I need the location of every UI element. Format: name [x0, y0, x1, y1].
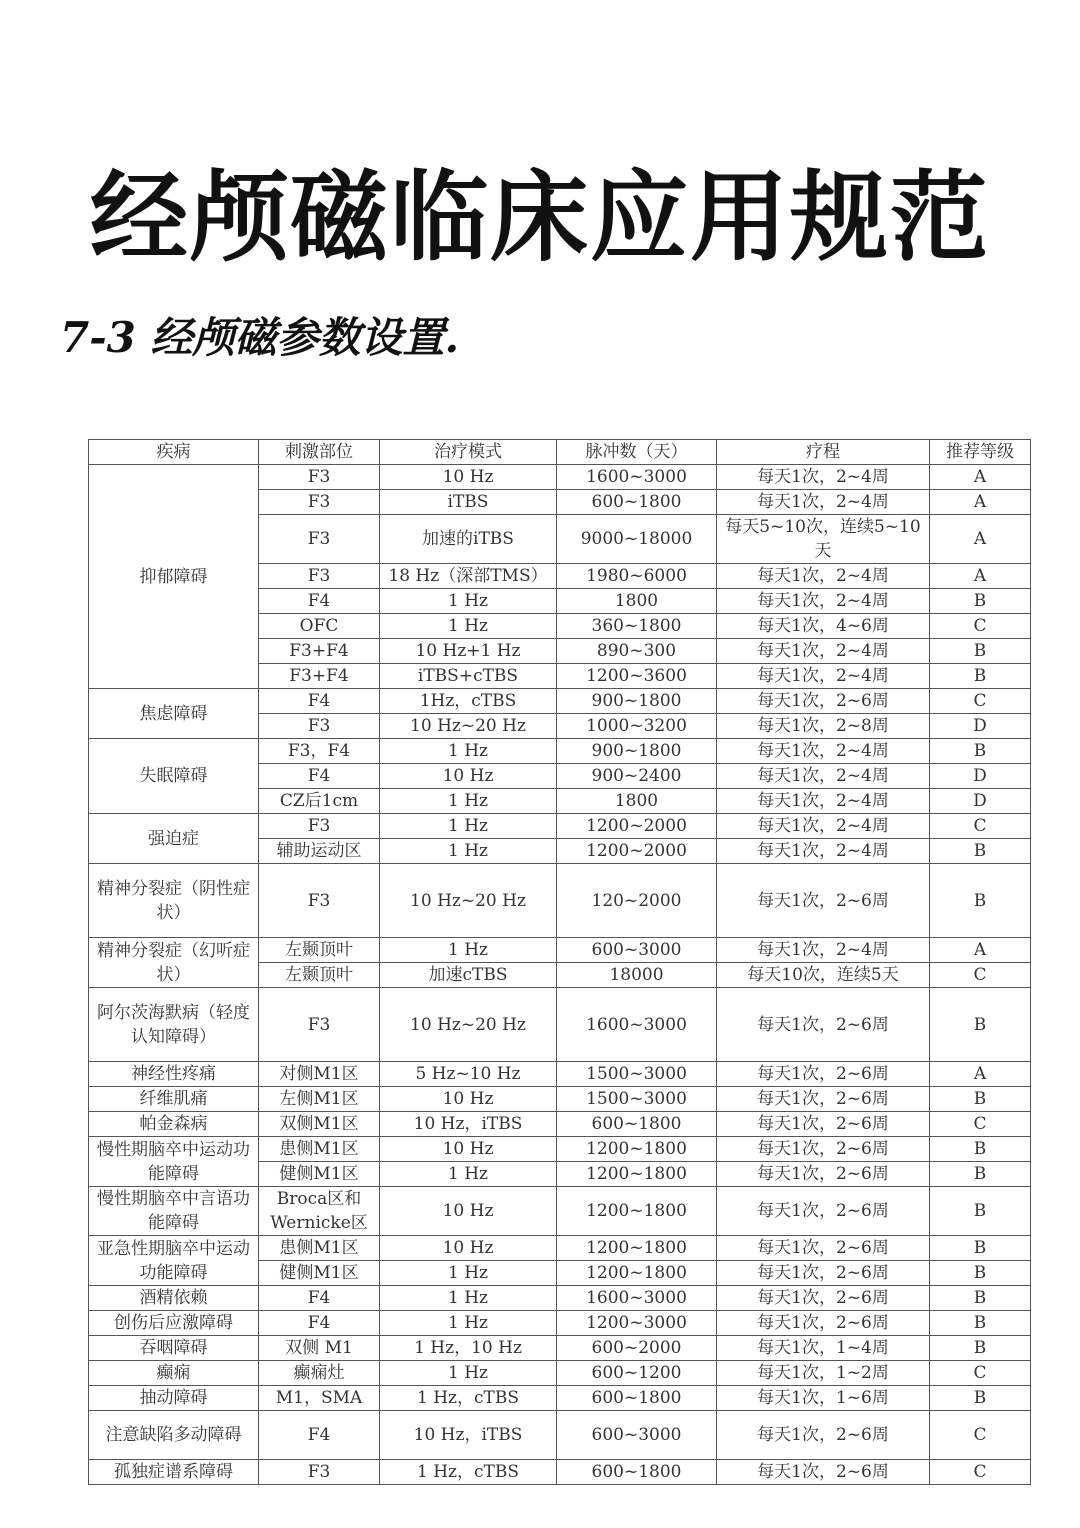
cell-pulses: 1000~3200 [557, 714, 717, 739]
cell-site: M1，SMA [259, 1386, 380, 1411]
cell-course: 每天1次，2~4周 [717, 739, 930, 764]
cell-site: 辅助运动区 [259, 839, 380, 864]
cell-site: F3 [259, 714, 380, 739]
cell-course: 每天1次，4~6周 [717, 614, 930, 639]
table-row [89, 1112, 1031, 1137]
cell-mode: 1 Hz，cTBS [380, 1460, 557, 1485]
cell-disease: 失眠障碍 [89, 739, 259, 814]
table-row [89, 1087, 1031, 1112]
cell-site: 患侧M1区 [259, 1236, 380, 1261]
cell-grade: B [930, 1187, 1031, 1236]
cell-grade: C [930, 814, 1031, 839]
cell-pulses: 1500~3000 [557, 1062, 717, 1087]
cell-pulses: 1200~1800 [557, 1236, 717, 1261]
cell-course: 每天1次，2~4周 [717, 664, 930, 689]
cell-mode: 1 Hz [380, 739, 557, 764]
table-row [89, 465, 1031, 490]
cell-course: 每天1次，2~8周 [717, 714, 930, 739]
cell-mode: 10 Hz~20 Hz [380, 714, 557, 739]
cell-pulses: 18000 [557, 963, 717, 988]
cell-grade: B [930, 589, 1031, 614]
cell-site: F4 [259, 1286, 380, 1311]
cell-course: 每天1次，1~4周 [717, 1336, 930, 1361]
cell-course: 每天1次，2~4周 [717, 764, 930, 789]
cell-mode: 10 Hz，iTBS [380, 1411, 557, 1460]
cell-site: CZ后1cm [259, 789, 380, 814]
header-site: 刺激部位 [259, 440, 380, 465]
cell-pulses: 1800 [557, 589, 717, 614]
cell-mode: 10 Hz [380, 465, 557, 490]
cell-course: 每天1次，2~4周 [717, 938, 930, 963]
cell-grade: B [930, 864, 1031, 938]
cell-course: 每天1次，2~6周 [717, 1286, 930, 1311]
cell-disease: 阿尔茨海默病（轻度认知障碍） [89, 988, 259, 1062]
cell-grade: A [930, 564, 1031, 589]
cell-pulses: 1200~1800 [557, 1261, 717, 1286]
cell-site: F3 [259, 564, 380, 589]
cell-pulses: 900~1800 [557, 739, 717, 764]
table-row [89, 1336, 1031, 1361]
table-row [89, 1187, 1031, 1236]
cell-pulses: 600~1800 [557, 1460, 717, 1485]
cell-site: 双侧 M1 [259, 1336, 380, 1361]
cell-pulses: 360~1800 [557, 614, 717, 639]
cell-pulses: 1200~1800 [557, 1137, 717, 1162]
cell-pulses: 600~3000 [557, 1411, 717, 1460]
cell-disease: 孤独症谱系障碍 [89, 1460, 259, 1485]
cell-pulses: 600~1800 [557, 490, 717, 515]
cell-site: 左颞顶叶 [259, 938, 380, 963]
table-header-row [89, 440, 1031, 465]
cell-pulses: 600~1800 [557, 1386, 717, 1411]
cell-mode: 10 Hz [380, 1137, 557, 1162]
table-row [89, 1386, 1031, 1411]
cell-site: 患侧M1区 [259, 1137, 380, 1162]
cell-site: 对侧M1区 [259, 1062, 380, 1087]
cell-course: 每天1次，2~6周 [717, 1187, 930, 1236]
cell-site: OFC [259, 614, 380, 639]
cell-disease: 精神分裂症（幻听症状） [89, 938, 259, 988]
cell-course: 每天1次，2~6周 [717, 864, 930, 938]
cell-mode: 1 Hz [380, 1261, 557, 1286]
cell-site: F3 [259, 864, 380, 938]
cell-disease: 神经性疼痛 [89, 1062, 259, 1087]
table-row [89, 1311, 1031, 1336]
cell-pulses: 1200~1800 [557, 1162, 717, 1187]
cell-grade: B [930, 1261, 1031, 1286]
cell-course: 每天1次，2~6周 [717, 1062, 930, 1087]
cell-mode: 1 Hz [380, 1311, 557, 1336]
cell-mode: 1 Hz，cTBS [380, 1386, 557, 1411]
cell-pulses: 120~2000 [557, 864, 717, 938]
table-row [89, 739, 1031, 764]
table-row [89, 938, 1031, 963]
cell-course: 每天1次，2~6周 [717, 1112, 930, 1137]
header-mode: 治疗模式 [380, 440, 557, 465]
cell-mode: 10 Hz~20 Hz [380, 988, 557, 1062]
cell-grade: C [930, 1361, 1031, 1386]
cell-mode: 1 Hz [380, 1286, 557, 1311]
cell-course: 每天1次，2~6周 [717, 1460, 930, 1485]
cell-site: F3 [259, 465, 380, 490]
cell-disease: 注意缺陷多动障碍 [89, 1411, 259, 1460]
header-course: 疗程 [717, 440, 930, 465]
table-row [89, 1411, 1031, 1460]
cell-site: 健侧M1区 [259, 1261, 380, 1286]
cell-course: 每天1次，2~6周 [717, 988, 930, 1062]
cell-course: 每天1次，2~6周 [717, 689, 930, 714]
cell-site: F4 [259, 689, 380, 714]
header-grade: 推荐等级 [930, 440, 1031, 465]
cell-mode: 1 Hz [380, 789, 557, 814]
cell-disease: 创伤后应激障碍 [89, 1311, 259, 1336]
cell-site: F3 [259, 490, 380, 515]
cell-course: 每天1次，2~6周 [717, 1236, 930, 1261]
cell-site: F3+F4 [259, 639, 380, 664]
cell-grade: B [930, 1137, 1031, 1162]
cell-grade: A [930, 1062, 1031, 1087]
cell-site: 双侧M1区 [259, 1112, 380, 1137]
cell-course: 每天1次，2~4周 [717, 814, 930, 839]
cell-pulses: 1600~3000 [557, 1286, 717, 1311]
cell-pulses: 600~1800 [557, 1112, 717, 1137]
cell-mode: 18 Hz（深部TMS） [380, 564, 557, 589]
cell-mode: 1 Hz [380, 1361, 557, 1386]
cell-pulses: 1200~3000 [557, 1311, 717, 1336]
cell-mode: iTBS [380, 490, 557, 515]
table-body [89, 465, 1031, 1485]
cell-grade: A [930, 465, 1031, 490]
parameter-table-container [88, 439, 1030, 1485]
cell-mode: 10 Hz [380, 1087, 557, 1112]
table-row [89, 1286, 1031, 1311]
cell-mode: 1Hz，cTBS [380, 689, 557, 714]
page-title: 经颅磁临床应用规范 [89, 161, 990, 275]
cell-grade: C [930, 1411, 1031, 1460]
cell-grade: B [930, 1286, 1031, 1311]
cell-site: F4 [259, 589, 380, 614]
cell-disease: 抽动障碍 [89, 1386, 259, 1411]
table-row [89, 1062, 1031, 1087]
cell-pulses: 1200~2000 [557, 839, 717, 864]
cell-disease: 吞咽障碍 [89, 1336, 259, 1361]
cell-course: 每天1次，2~6周 [717, 1137, 930, 1162]
cell-pulses: 900~1800 [557, 689, 717, 714]
cell-grade: A [930, 515, 1031, 564]
cell-pulses: 890~300 [557, 639, 717, 664]
cell-disease: 帕金森病 [89, 1112, 259, 1137]
cell-pulses: 1980~6000 [557, 564, 717, 589]
cell-pulses: 600~1200 [557, 1361, 717, 1386]
table-row [89, 864, 1031, 938]
cell-site: 健侧M1区 [259, 1162, 380, 1187]
cell-mode: 1 Hz [380, 589, 557, 614]
cell-site: F4 [259, 1411, 380, 1460]
cell-mode: 10 Hz+1 Hz [380, 639, 557, 664]
cell-course: 每天1次，2~4周 [717, 564, 930, 589]
cell-grade: C [930, 689, 1031, 714]
cell-disease: 慢性期脑卒中言语功能障碍 [89, 1187, 259, 1236]
cell-course: 每天1次，1~2周 [717, 1361, 930, 1386]
table-row [89, 1236, 1031, 1261]
cell-pulses: 1600~3000 [557, 465, 717, 490]
cell-course: 每天1次，2~4周 [717, 465, 930, 490]
header-pulses: 脉冲数（天） [557, 440, 717, 465]
cell-mode: 1 Hz [380, 814, 557, 839]
cell-course: 每天1次，2~4周 [717, 839, 930, 864]
cell-pulses: 1200~2000 [557, 814, 717, 839]
cell-course: 每天1次，1~6周 [717, 1386, 930, 1411]
table-row [89, 1460, 1031, 1485]
cell-site: F3+F4 [259, 664, 380, 689]
cell-site: F4 [259, 764, 380, 789]
cell-mode: 10 Hz~20 Hz [380, 864, 557, 938]
cell-mode: 1 Hz [380, 1162, 557, 1187]
cell-disease: 精神分裂症（阴性症状） [89, 864, 259, 938]
cell-grade: B [930, 639, 1031, 664]
cell-disease: 强迫症 [89, 814, 259, 864]
cell-grade: B [930, 839, 1031, 864]
cell-mode: 1 Hz [380, 938, 557, 963]
cell-grade: D [930, 789, 1031, 814]
cell-pulses: 1200~3600 [557, 664, 717, 689]
cell-mode: 10 Hz [380, 1187, 557, 1236]
cell-mode: 加速cTBS [380, 963, 557, 988]
cell-site: F4 [259, 1311, 380, 1336]
cell-site: 左侧M1区 [259, 1087, 380, 1112]
cell-grade: B [930, 988, 1031, 1062]
table-row [89, 689, 1031, 714]
cell-course: 每天10次，连续5天 [717, 963, 930, 988]
cell-site: F3 [259, 515, 380, 564]
cell-site: F3 [259, 1460, 380, 1485]
cell-pulses: 1500~3000 [557, 1087, 717, 1112]
cell-grade: C [930, 1112, 1031, 1137]
cell-mode: 1 Hz，10 Hz [380, 1336, 557, 1361]
cell-site: F3，F4 [259, 739, 380, 764]
cell-grade: C [930, 1460, 1031, 1485]
cell-mode: 10 Hz，iTBS [380, 1112, 557, 1137]
cell-course: 每天5~10次，连续5~10天 [717, 515, 930, 564]
cell-pulses: 9000~18000 [557, 515, 717, 564]
cell-mode: 1 Hz [380, 614, 557, 639]
cell-course: 每天1次，2~6周 [717, 1087, 930, 1112]
cell-grade: C [930, 614, 1031, 639]
cell-grade: B [930, 1236, 1031, 1261]
table-row [89, 1361, 1031, 1386]
cell-mode: 5 Hz~10 Hz [380, 1062, 557, 1087]
cell-course: 每天1次，2~6周 [717, 1162, 930, 1187]
cell-site: Broca区和Wernicke区 [259, 1187, 380, 1236]
cell-site: 癫痫灶 [259, 1361, 380, 1386]
cell-grade: B [930, 664, 1031, 689]
cell-grade: B [930, 1087, 1031, 1112]
cell-disease: 纤维肌痛 [89, 1087, 259, 1112]
cell-course: 每天1次，2~6周 [717, 1311, 930, 1336]
cell-course: 每天1次，2~6周 [717, 1411, 930, 1460]
cell-course: 每天1次，2~4周 [717, 789, 930, 814]
section-heading: 7-3 经颅磁参数设置. [60, 313, 460, 362]
cell-pulses: 1800 [557, 789, 717, 814]
cell-course: 每天1次，2~6周 [717, 1261, 930, 1286]
cell-disease: 亚急性期脑卒中运动功能障碍 [89, 1236, 259, 1286]
cell-grade: D [930, 764, 1031, 789]
cell-pulses: 600~3000 [557, 938, 717, 963]
cell-pulses: 1600~3000 [557, 988, 717, 1062]
table-row [89, 988, 1031, 1062]
cell-grade: B [930, 1386, 1031, 1411]
cell-mode: 1 Hz [380, 839, 557, 864]
cell-grade: B [930, 739, 1031, 764]
cell-mode: 加速的iTBS [380, 515, 557, 564]
cell-disease: 慢性期脑卒中运动功能障碍 [89, 1137, 259, 1187]
cell-grade: B [930, 1162, 1031, 1187]
parameter-table [88, 439, 1031, 1485]
cell-course: 每天1次，2~4周 [717, 490, 930, 515]
cell-grade: A [930, 938, 1031, 963]
cell-course: 每天1次，2~4周 [717, 589, 930, 614]
cell-pulses: 1200~1800 [557, 1187, 717, 1236]
cell-grade: A [930, 490, 1031, 515]
cell-site: F3 [259, 814, 380, 839]
cell-grade: B [930, 1336, 1031, 1361]
cell-course: 每天1次，2~4周 [717, 639, 930, 664]
cell-mode: 10 Hz [380, 1236, 557, 1261]
cell-mode: 10 Hz [380, 764, 557, 789]
cell-pulses: 900~2400 [557, 764, 717, 789]
cell-site: 左颞顶叶 [259, 963, 380, 988]
table-row [89, 814, 1031, 839]
header-disease: 疾病 [89, 440, 259, 465]
cell-pulses: 600~2000 [557, 1336, 717, 1361]
table-row [89, 1137, 1031, 1162]
cell-disease: 酒精依赖 [89, 1286, 259, 1311]
cell-grade: C [930, 963, 1031, 988]
cell-disease: 焦虑障碍 [89, 689, 259, 739]
cell-grade: B [930, 1311, 1031, 1336]
cell-mode: iTBS+cTBS [380, 664, 557, 689]
cell-grade: D [930, 714, 1031, 739]
cell-site: F3 [259, 988, 380, 1062]
cell-disease: 抑郁障碍 [89, 465, 259, 689]
cell-disease: 癫痫 [89, 1361, 259, 1386]
